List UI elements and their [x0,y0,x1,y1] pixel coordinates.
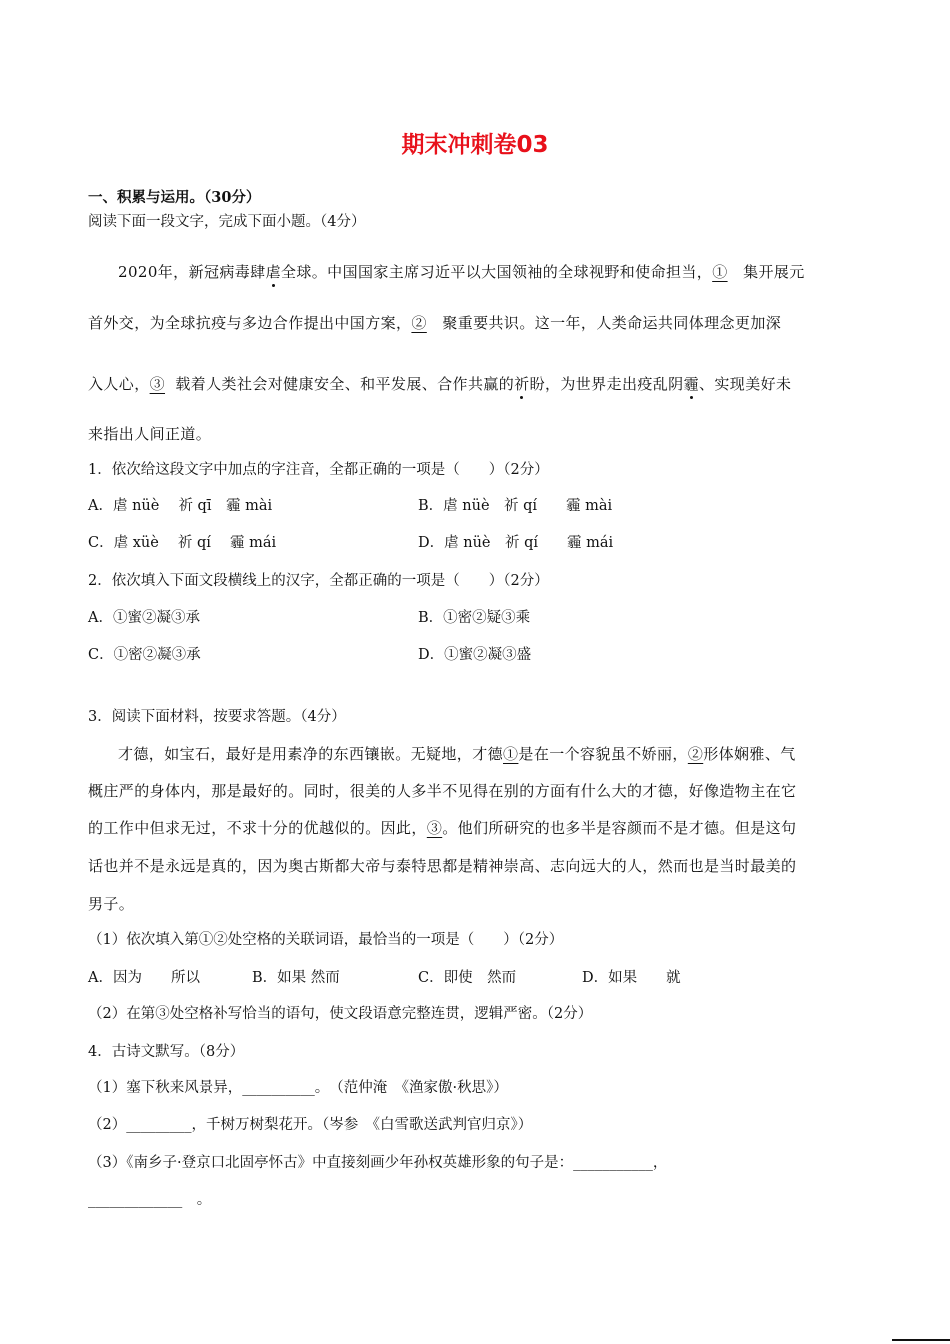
q2-option-b: B．①密②疑③乘 [418,610,531,626]
blank-2: ② [687,745,704,763]
blank-3: ③ [426,819,443,837]
q3-option-c: C．即使 然而 [418,970,517,986]
dotted-char: 虐 [265,263,281,281]
q2-option-a: A．①蜜②凝③承 [88,610,200,626]
section-intro: 阅读下面一段文字，完成下面小题。（4分） [88,214,366,230]
q1-option-a: A．虐 nüè 祈 qī 霾 mài [88,498,273,514]
q1-option-d: D．虐 nüè 祈 qí 霾 mái [418,535,614,551]
q1-option-b: B．虐 nüè 祈 qí 霾 mài [418,498,613,514]
q3-passage-line-5: 男子。 [88,895,135,913]
dotted-char: 霾 [683,375,699,393]
q3-passage-line-2: 概庄严的身体内，那是最好的。同时，很美的人多半不见得在别的方面有什么大的才德，好像造物主在它 [88,782,797,800]
q3-option-a: A．因为 所以 [88,970,200,986]
q4-item-1: （1）塞下秋来风景异，__________。 （范仲淹 《渔家傲·秋思》） [88,1080,508,1096]
q4-item-3-continued: _____________ 。 [88,1192,212,1208]
blank-3: ③ [149,375,166,393]
q3-sub-question-1: （1）依次填入第①②处空格的关联词语，最恰当的一项是（ ）（2分） [88,932,564,948]
dotted-char: 祈 [514,375,530,393]
q2-option-d: D．①蜜②凝③盛 [418,647,532,663]
question-4-stem: 4．古诗文默写。（8分） [88,1044,245,1060]
passage-line-3: 入人心，③ 载着人类社会对健康安全、和平发展、合作共赢的祈盼，为世界走出疫乱阴霾、实现美好未 [88,375,792,393]
question-1-stem: 1．依次给这段文字中加点的字注音，全都正确的一项是（ ）（2分） [88,462,549,478]
question-3-stem: 3．阅读下面材料，按要求答题。（4分） [88,709,346,725]
page-edge-line [892,1339,950,1341]
q4-item-3: （3）《南乡子·登京口北固亭怀古》中直接刻画少年孙权英雄形象的句子是：___________， [88,1155,668,1171]
q3-option-d: D．如果 就 [582,970,681,986]
q3-passage-line-4: 话也并不是永远是真的，因为奥古斯都大帝与泰特思都是精神崇高、志向远大的人，然而也是当时最美的 [88,857,797,875]
passage-line-1: 2020年，新冠病毒肆虐全球。中国国家主席习近平以大国领袖的全球视野和使命担当，① 集开展元 [118,263,805,281]
blank-1: ① [503,745,519,763]
q3-sub-question-2: （2）在第③处空格补写恰当的语句，使文段语意完整连贯，逻辑严密。（2分） [88,1006,593,1022]
q3-passage-line-1: 才德，如宝石，最好是用素净的东西镶嵌。无疑地，才德①是在一个容貌虽不娇丽，②形体娴雅、气 [118,745,796,763]
q4-item-2: （2）_________，千树万树梨花开。（岑参 《白雪歌送武判官归京》） [88,1117,533,1133]
q1-option-c: C．虐 xüè 祈 qí 霾 mái [88,535,277,551]
q3-option-b: B．如果 然而 [252,970,340,986]
section-heading: 一、积累与运用。（30分） [88,189,261,206]
q3-passage-line-3: 的工作中但求无过，不求十分的优越似的。因此，③。他们所研究的也多半是容颜而不是才德。但是这句 [88,819,797,837]
blank-2: ② [411,314,427,332]
page-title: 期末冲刺卷03 [401,132,549,158]
q2-option-c: C．①密②凝③承 [88,647,201,663]
blank-1: ① [712,263,728,281]
passage-line-2: 首外交，为全球抗疫与多边合作提出中国方案，② 聚重要共识。这一年，人类命运共同体理念更加深 [88,314,782,332]
question-2-stem: 2．依次填入下面文段横线上的汉字，全都正确的一项是（ ）（2分） [88,573,549,589]
passage-line-4: 来指出人间正道。 [88,425,212,443]
